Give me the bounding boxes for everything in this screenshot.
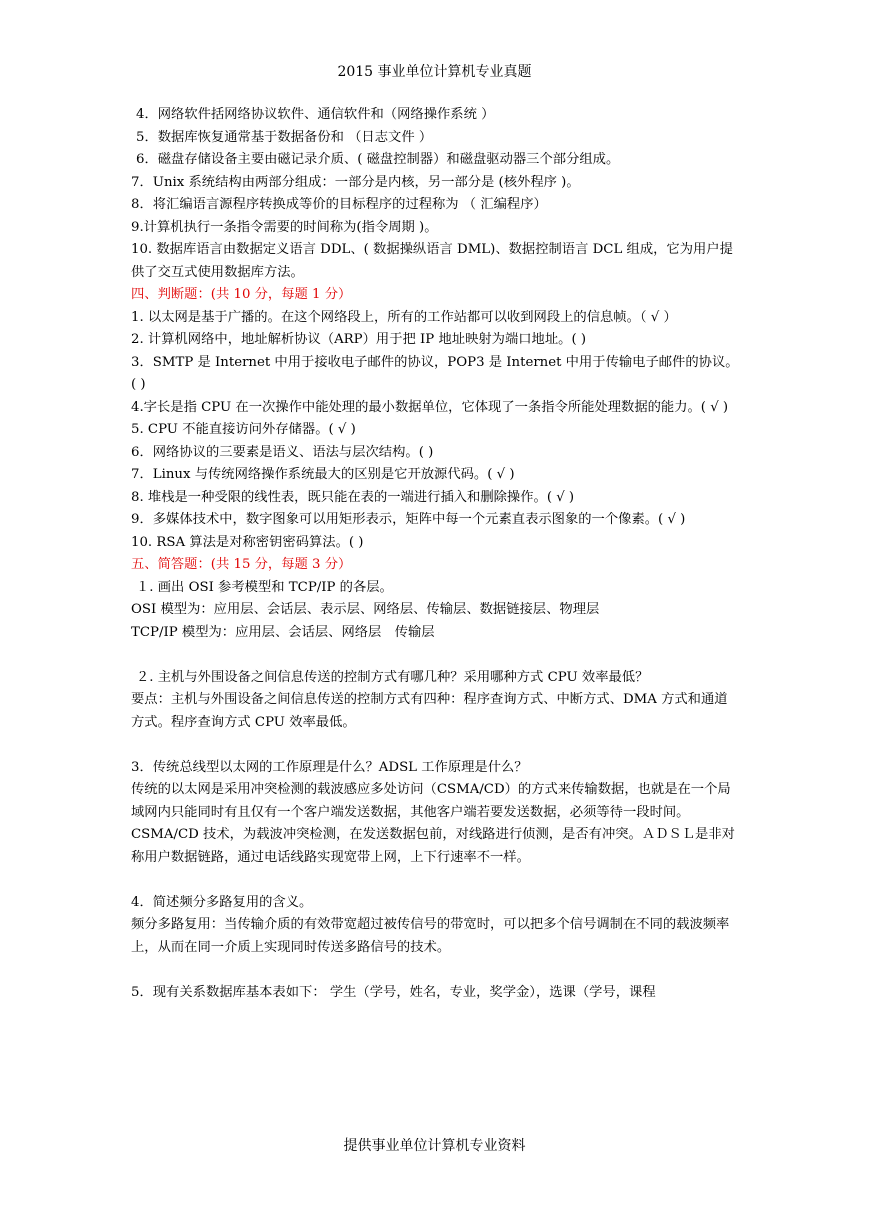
question-3: 3．传统总线型以太网的工作原理是什么？ADSL 工作原理是什么？ (131, 759, 528, 775)
fill-blank-item: 8．将汇编语言源程序转换成等价的目标程序的过程称为 （ 汇编程序） (131, 197, 547, 212)
blank-line (131, 734, 739, 757)
judge-item: 2. 计算机网络中，地址解析协议（ARP）用于把 IP 地址映射为端口地址。( ) (131, 332, 587, 347)
fill-blank-item: 10. 数据库语言由数据定义语言 DDL、( 数据操纵语言 DML)、数据控制语言 DCL 组成，它为用户提供了交互式使用数据库方法。 (131, 242, 733, 280)
answer-2: 要点：主机与外围设备之间信息传送的控制方式有四种：程序查询方式、中断方式、DMA 方式和通道方式。程序查询方式 CPU 效率最低。 (131, 692, 728, 730)
page-header: 2015 事业单位计算机专业真题 (337, 64, 532, 80)
answer-4: 频分多路复用：当传输介质的有效带宽超过被传信号的带宽时，可以把多个信号调制在不同的载波频率上，从而在同一介质上实现同时传送多路信号的技术。 (131, 917, 730, 955)
judge-item: 1. 以太网是基于广播的。在这个网络段上，所有的工作站都可以收到网段上的信息帧。（ √ ） (131, 309, 677, 325)
answer-osi: OSI 模型为：应用层、会话层、表示层、网络层、传输层、数据链接层、物理层 (131, 602, 600, 617)
answer-3: 传统的以太网是采用冲突检测的载波感应多处访问（CSMA/CD）的方式来传输数据，也就是在一个局域网内只能同时有且仅有一个客户端发送数据，其他客户端若要发送数据，必须等待一段时间。CSMA/CD 技术，为载波冲突检测，在发送数据包前，对线路进行侦测，是否有冲突。ＡＤＳＬ是非对称用户数据链路，通过电话线路实现宽带上网，上下行速率不一样。 (131, 782, 735, 865)
question-1: １. 画出 OSI 参考模型和 TCP/IP 的各层。 (136, 579, 393, 595)
blank-line (131, 644, 739, 667)
fill-blank-item: 9.计算机执行一条指令需要的时间称为(指令周期 )。 (131, 219, 438, 235)
judge-item: 5. CPU 不能直接访问外存储器。( √ ) (131, 422, 356, 437)
blank-line (131, 869, 739, 892)
question-4: 4．简述频分多路复用的含义。 (131, 894, 313, 910)
judge-item: 10. RSA 算法是对称密钥密码算法。( ) (131, 534, 364, 550)
judge-item: 3．SMTP 是 Internet 中用于接收电子邮件的协议，POP3 是 Internet 中用于传输电子邮件的协议。( ) (131, 354, 739, 392)
judge-item: 4.字长是指 CPU 在一次操作中能处理的最小数据单位，它体现了一条指令所能处理数据的能力。( √ ) (131, 399, 729, 415)
question-2: ２. 主机与外围设备之间信息传送的控制方式有哪几种？采用哪种方式 CPU 效率最低？ (136, 669, 649, 685)
section-5-title: 五、简答题：(共 15 分，每题 3 分） (131, 557, 352, 572)
fill-blank-item: 5．数据库恢复通常基于数据备份和 （日志文件 ） (136, 129, 433, 145)
fill-blank-item: 7．Unix 系统结构由两部分组成：一部分是内核，另一部分是 (核外程序 )。 (131, 174, 580, 190)
document-body (131, 104, 739, 1004)
page-footer: 提供事业单位计算机专业资料 (343, 1138, 526, 1154)
section-4-title: 四、判断题：(共 10 分，每题 1 分） (131, 287, 352, 302)
fill-blank-item: 4．网络软件括网络协议软件、通信软件和（网络操作系统 ） (136, 107, 495, 122)
judge-item: 6．网络协议的三要素是语义、语法与层次结构。( ) (131, 444, 434, 460)
judge-item: 7．Linux 与传统网络操作系统最大的区别是它开放源代码。( √ ) (131, 467, 515, 482)
judge-item: 8. 堆栈是一种受限的线性表，既只能在表的一端进行插入和删除操作。( √ ) (131, 489, 575, 505)
answer-tcpip: TCP/IP 模型为：应用层、会话层、网络层 传输层 (131, 624, 435, 640)
fill-blank-item: 6．磁盘存储设备主要由磁记录介质、( 磁盘控制器）和磁盘驱动器三个部分组成。 (136, 152, 620, 167)
blank-line (131, 959, 739, 982)
judge-item: 9．多媒体技术中，数字图象可以用矩形表示，矩阵中每一个元素直表示图象的一个像素。( √ ) (131, 512, 686, 527)
question-5: 5．现有关系数据库基本表如下： 学生（学号，姓名，专业，奖学金），选课（学号，课程 (131, 984, 656, 1000)
